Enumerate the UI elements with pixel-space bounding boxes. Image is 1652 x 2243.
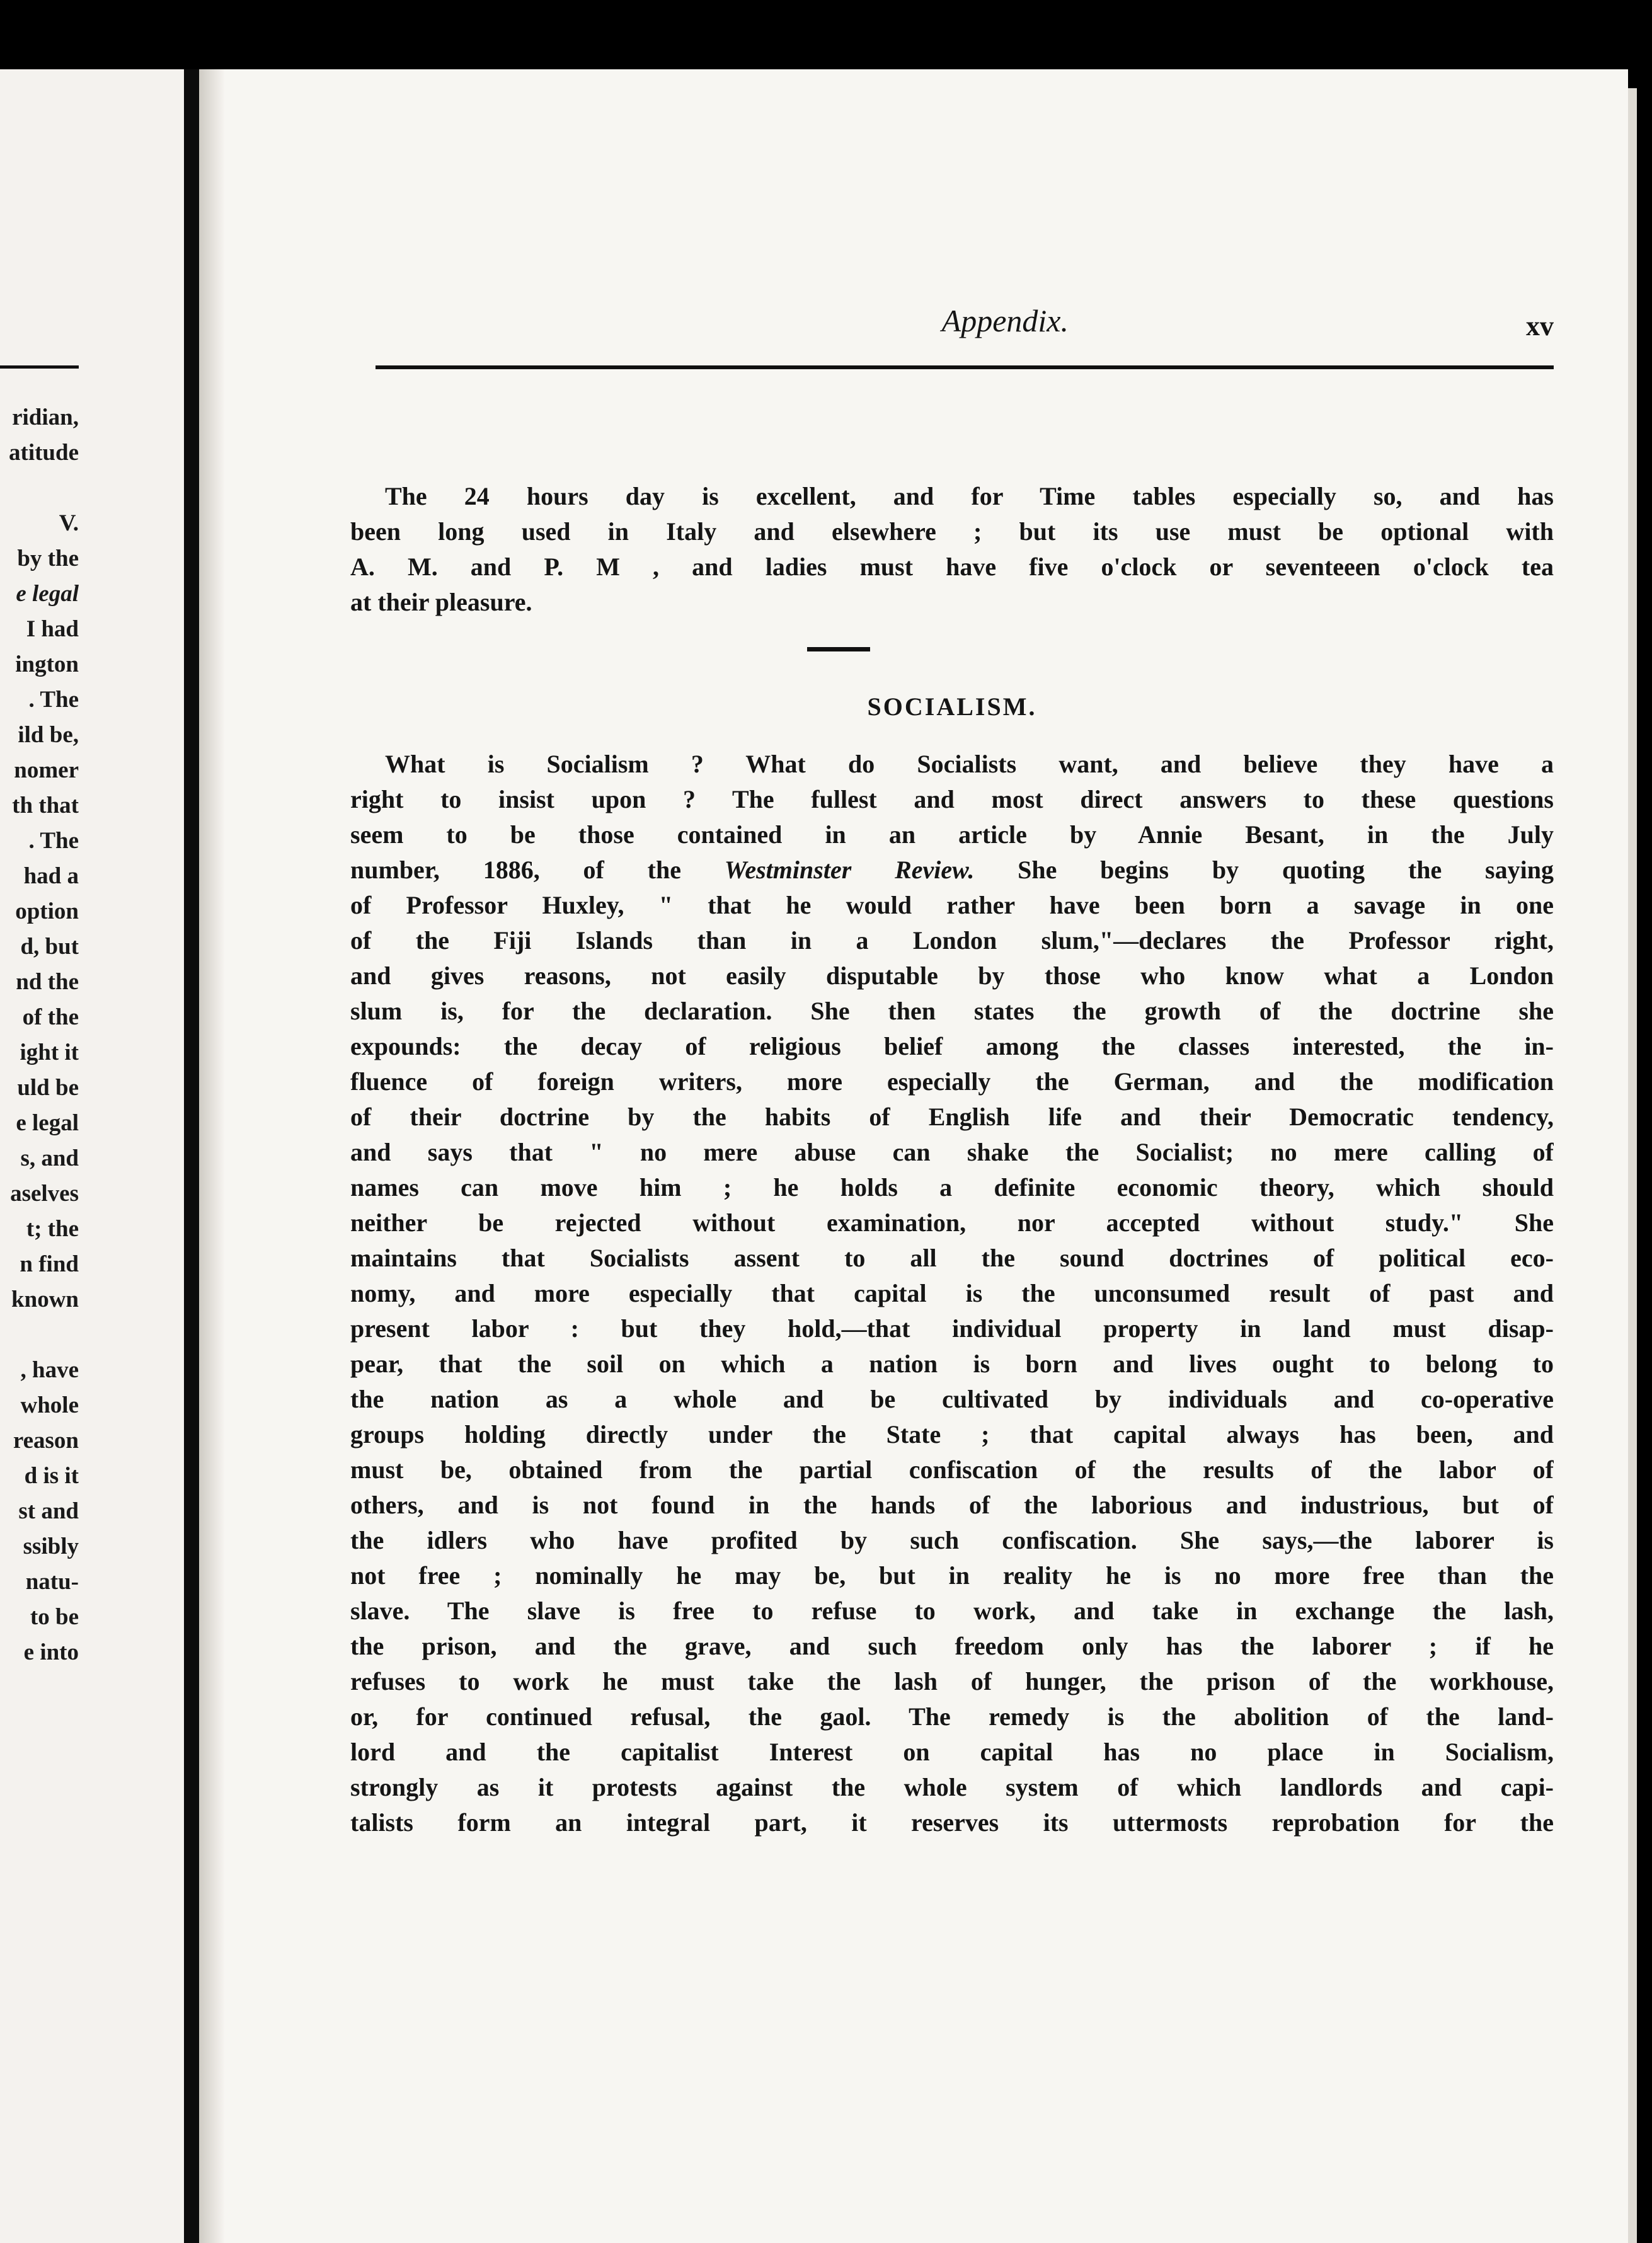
left-page-line: ssibly [23, 1534, 79, 1559]
page-header [376, 302, 1554, 359]
left-page-line [0, 1317, 79, 1353]
left-page-line: natu- [25, 1569, 79, 1595]
left-page-line: th that [12, 793, 79, 818]
left-page-line: , have [20, 1357, 79, 1383]
text-line: and says that " no mere abuse can shake the Socialist; no mere calling of [350, 1138, 1554, 1166]
text-line: the prison, and the grave, and such freedom only has the laborer ; if he [350, 1632, 1554, 1660]
left-page-line: e into [23, 1639, 79, 1665]
left-page-line: d is it [24, 1463, 79, 1489]
left-page-line: ridian, [12, 404, 79, 430]
left-page-line: option [15, 898, 79, 924]
text-line: at their pleasure. [350, 588, 532, 616]
text-line: of their doctrine by the habits of English life and their Democratic tendency, [350, 1103, 1554, 1131]
text-line: slave. The slave is free to refuse to work, and take in exchange the lash, [350, 1597, 1554, 1625]
left-page-line: known [11, 1287, 79, 1312]
text-line: or, for continued refusal, the gaol. The remedy is the abolition of the land- [350, 1702, 1554, 1731]
left-page-line: atitude [9, 440, 79, 466]
text-line: neither be rejected without examination, nor accepted without study." She [350, 1208, 1554, 1237]
left-page-line: nomer [14, 757, 79, 783]
left-page-line: e legal [16, 581, 79, 607]
text-line: and gives reasons, not easily disputable by those who know what a London [350, 961, 1554, 990]
left-page-line: t; the [26, 1216, 79, 1242]
text-line: slum is, for the declaration. She then states the growth of the doctrine she [350, 997, 1554, 1025]
paragraph-socialism [350, 747, 1554, 1840]
left-page-line: V. [59, 510, 79, 536]
text-fragment: number, 1886, of the [350, 856, 681, 884]
text-line-with-citation [350, 852, 1554, 888]
text-line: What is Socialism ? What do Socialists want, and believe they have a [385, 750, 1554, 778]
left-page-line: ild be, [18, 722, 79, 748]
left-page-line [0, 471, 79, 506]
text-line: expounds: the decay of religious belief among the classes interested, the in- [350, 1032, 1554, 1060]
text-line: others, and is not found in the hands of the laborious and industrious, but of [350, 1491, 1554, 1519]
text-line: present labor : but they hold,—that individual property in land must disap- [350, 1314, 1554, 1343]
left-page-text-fragments [0, 400, 79, 1670]
text-line: not free ; nominally he may be, but in reality he is no more free than the [350, 1561, 1554, 1590]
left-page-header-rule [0, 365, 79, 369]
text-line: lord and the capitalist Interest on capital has no place in Socialism, [350, 1738, 1554, 1766]
page-number: xv [1526, 311, 1554, 341]
text-line: right to insist upon ? The fullest and most direct answers to these questions [350, 785, 1554, 813]
page-edge [1628, 88, 1637, 2243]
text-line: maintains that Socialists assent to all the sound doctrines of political eco- [350, 1244, 1554, 1272]
text-fragment: She begins by quoting the saying [974, 856, 1554, 884]
text-line: refuses to work he must take the lash of hunger, the prison of the workhouse, [350, 1667, 1554, 1695]
section-divider [807, 647, 870, 651]
text-line: seem to be those contained in an article by Annie Besant, in the July [350, 820, 1554, 849]
left-page-line: . The [28, 828, 79, 854]
left-page-line: s, and [20, 1145, 79, 1171]
left-page-line: ight it [20, 1040, 79, 1065]
left-page-line: aselves [10, 1181, 79, 1207]
header-rule [376, 365, 1554, 369]
left-facing-page [0, 69, 189, 2243]
section-heading: SOCIALISM. [867, 692, 1037, 721]
paragraph-time-tables [350, 479, 1554, 620]
left-page-line: . The [28, 687, 79, 713]
text-line: strongly as it protests against the whole system of which landlords and capi- [350, 1773, 1554, 1801]
text-line: must be, obtained from the partial confiscation of the results of the labor of [350, 1455, 1554, 1484]
text-line: been long used in Italy and elsewhere ; but its use must be optional with [350, 517, 1554, 546]
left-page-line: I had [26, 616, 79, 642]
left-page-line: whole [20, 1392, 79, 1418]
left-page-line: of the [22, 1004, 79, 1030]
left-page-line: n find [20, 1251, 79, 1277]
text-line: nomy, and more especially that capital is the unconsumed result of past and [350, 1279, 1554, 1307]
left-page-line: d, but [20, 934, 79, 960]
main-page [224, 69, 1628, 2243]
left-page-line: to be [30, 1604, 79, 1630]
text-line: pear, that the soil on which a nation is born and lives ought to belong to [350, 1350, 1554, 1378]
running-title: Appendix. [941, 303, 1069, 338]
left-page-line: e legal [16, 1110, 79, 1136]
text-line: talists form an integral part, it reserves its uttermosts reprobation for the [350, 1808, 1554, 1837]
text-line: names can move him ; he holds a definite economic theory, which should [350, 1173, 1554, 1202]
left-page-line: uld be [17, 1075, 79, 1101]
text-line: of the Fiji Islands than in a London slum,"—declares the Professor right, [350, 926, 1554, 955]
left-page-line: reason [13, 1428, 79, 1454]
text-line: the nation as a whole and be cultivated by individuals and co-operative [350, 1385, 1554, 1413]
left-page-line: st and [18, 1498, 79, 1524]
page-gutter-shadow [199, 69, 224, 2243]
left-page-line: nd the [16, 969, 79, 995]
text-line: groups holding directly under the State ; that capital always has been, and [350, 1420, 1554, 1448]
text-line: fluence of foreign writers, more especially the German, and the modification [350, 1067, 1554, 1096]
left-page-line: had a [23, 863, 79, 889]
text-line: the idlers who have profited by such confiscation. She says,—the laborer is [350, 1526, 1554, 1554]
text-line: The 24 hours day is excellent, and for Time tables especially so, and has [385, 482, 1554, 510]
text-line: A. M. and P. M , and ladies must have five o'clock or seventeeen o'clock tea [350, 553, 1554, 581]
left-page-line: by the [17, 546, 79, 571]
journal-title: Westminster Review. [724, 856, 975, 884]
book-spine [184, 69, 199, 2243]
text-line: of Professor Huxley, " that he would rather have been born a savage in one [350, 891, 1554, 919]
left-page-line: ington [15, 651, 79, 677]
